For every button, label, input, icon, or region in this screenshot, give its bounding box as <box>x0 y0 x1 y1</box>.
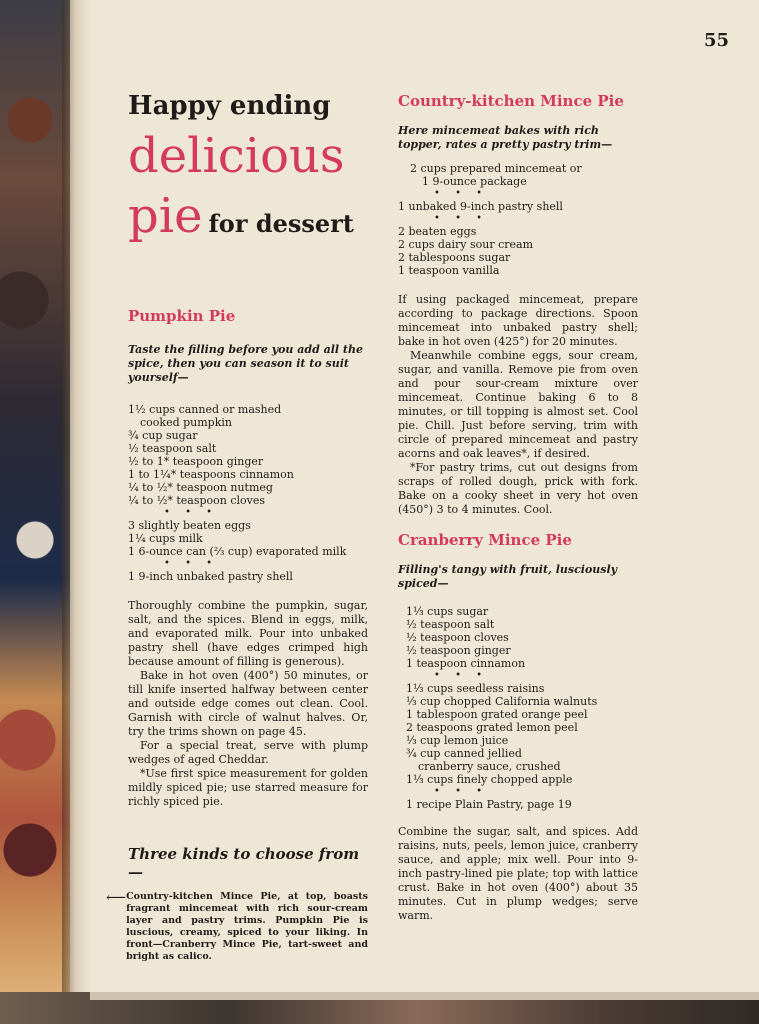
ingredient-line: 1 recipe Plain Pastry, page 19 <box>406 798 572 811</box>
country-paragraph: Meanwhile combine eggs, sour cream, sugar, and vanilla. Remove pie from oven and pour sour-cream mixture over mincemeat. Continue baking 6 to 8 minutes, or till topping is almost set. Cool pie. Chill. Just before serving, trim with circle of prepared mincemeat and pastry acorns and oak leaves*, if desired. <box>398 349 638 460</box>
ingredient-line: ⅓ cup chopped California walnuts <box>406 695 598 708</box>
headline-delicious: delicious <box>128 128 345 184</box>
ingredient-line: 1 9-ounce package <box>422 175 527 188</box>
pumpkin-pie-title: Pumpkin Pie <box>128 307 236 325</box>
ingredient-line: 1 teaspoon cinnamon <box>406 657 526 670</box>
ingredient-line: 1 6-ounce can (⅔ cup) evaporated milk <box>128 545 347 558</box>
ingredient-line: ⅓ cup lemon juice <box>406 734 509 747</box>
ingredient-line: 1 to 1¼* teaspoons cinnamon <box>128 468 294 481</box>
bottom-photo-strip <box>0 992 759 1024</box>
pumpkin-pie-intro: Taste the filling before you add all the spice, then you can season it to suit yourself— <box>128 343 363 384</box>
ingredient-line: 1¼ cups milk <box>128 532 203 545</box>
pumpkin-paragraph: Thoroughly combine the pumpkin, sugar, salt, and the spices. Blend in eggs, milk, and evaporated milk. Pour into unbaked pastry shell (have edges crimped high because amount of filling is generous). <box>128 599 368 668</box>
ingredient-line: ¾ cup canned jellied <box>406 747 522 760</box>
country-paragraph: If using packaged mincemeat, prepare according to package directions. Spoon mincemeat into unbaked pastry shell; bake in hot oven (425°) for 20 minutes. <box>398 293 638 348</box>
ingredient-line: 1½ cups canned or mashed <box>128 403 282 416</box>
dot-separator: • • • <box>164 507 219 518</box>
dot-separator: • • • <box>434 213 489 224</box>
ingredient-line: 2 cups prepared mincemeat or <box>410 162 582 175</box>
dot-separator: • • • <box>434 188 489 199</box>
left-column <box>106 90 368 963</box>
ingredient-line: ½ teaspoon ginger <box>406 644 511 657</box>
ingredient-line: 2 tablespoons sugar <box>398 251 511 264</box>
ingredient-line: ½ teaspoon salt <box>406 618 495 631</box>
page-number: 55 <box>703 30 729 51</box>
cranberry-mince-pie-title: Cranberry Mince Pie <box>398 531 572 549</box>
ingredient-line: ¾ cup sugar <box>128 429 198 442</box>
ingredient-line: ½ teaspoon salt <box>128 442 217 455</box>
cranberry-mince-pie-intro: Filling's tangy with fruit, lusciously spiced— <box>398 563 618 590</box>
ingredient-line: cooked pumpkin <box>140 416 232 429</box>
ingredient-line: 2 cups dairy sour cream <box>398 238 534 251</box>
ingredient-line: ½ to 1* teaspoon ginger <box>128 455 264 468</box>
caption-text: Country-kitchen Mince Pie, at top, boasts fragrant mincemeat with rich sour-cream layer and pastry trims. Pumpkin Pie is luscious, creamy, spiced to your liking. In front—Cranberry Mince Pie, tart-sweet and bright as calico. <box>126 891 368 962</box>
page-gutter-shadow <box>62 0 92 1000</box>
country-ingredients-b <box>398 200 638 213</box>
pumpkin-ingredients-c <box>128 570 368 583</box>
headline-happy-ending: Happy ending <box>128 91 331 121</box>
arrow-left-icon: ⟵ <box>106 890 127 906</box>
country-ingredients-c <box>398 225 638 277</box>
ingredient-line: cranberry sauce, crushed <box>418 760 561 773</box>
ingredient-line: 1 teaspoon vanilla <box>398 264 500 277</box>
dot-separator: • • • <box>434 786 489 797</box>
ingredient-line: 3 slightly beaten eggs <box>128 519 251 532</box>
ingredient-line: 1⅓ cups finely chopped apple <box>406 773 573 786</box>
right-column <box>398 92 638 923</box>
ingredient-line: 1⅓ cups seedless raisins <box>406 682 545 695</box>
headline-pie-line <box>128 188 368 255</box>
country-mince-pie-title: Country-kitchen Mince Pie <box>398 92 624 110</box>
ingredient-line: 1 9-inch unbaked pastry shell <box>128 570 293 583</box>
country-ingredients-a <box>398 162 638 188</box>
ingredient-line: 1 unbaked 9-inch pastry shell <box>398 200 563 213</box>
cranberry-ingredients-b <box>398 682 638 786</box>
pumpkin-paragraph: *Use first spice measurement for golden mildly spiced pie; use starred measure for richly spiced pie. <box>128 767 368 808</box>
dot-separator: • • • <box>164 558 219 569</box>
caption-row <box>106 890 368 963</box>
headline-pie: pie <box>128 188 203 244</box>
ingredient-line: ½ teaspoon cloves <box>406 631 509 644</box>
cranberry-ingredients-a <box>398 605 638 670</box>
ingredient-line: ¼ to ½* teaspoon nutmeg <box>128 481 273 494</box>
ingredient-line: 2 beaten eggs <box>398 225 477 238</box>
pumpkin-paragraph: Bake in hot oven (400°) 50 minutes, or till knife inserted halfway between center and outside edge comes out clean. Cool. Garnish with circle of walnut halves. Or, try the trims shown on page 45. <box>128 669 368 738</box>
ingredient-line: 1 tablespoon grated orange peel <box>406 708 588 721</box>
ingredient-line: 1⅓ cups sugar <box>406 605 489 618</box>
country-paragraph: *For pastry trims, cut out designs from scraps of rolled dough, prick with fork. Bake on a cooky sheet in very hot oven (450°) 3 to 4 minutes. Cool. <box>398 461 638 516</box>
country-mince-pie-intro: Here mincemeat bakes with rich topper, rates a pretty pastry trim— <box>398 124 613 151</box>
ingredient-line: 2 teaspoons grated lemon peel <box>406 721 578 734</box>
pie-photo-edge <box>0 0 70 1000</box>
headline-for-dessert: for dessert <box>208 209 354 238</box>
pumpkin-ingredients-a <box>128 403 368 507</box>
pumpkin-ingredients-b <box>128 519 368 558</box>
cranberry-ingredients-c <box>398 798 638 811</box>
cranberry-paragraph: Combine the sugar, salt, and spices. Add raisins, nuts, peels, lemon juice, cranberry sauce, and apple; mix well. Pour into 9-inch pastry-lined pie plate; top with lattice crust. Bake in hot oven (400°) about 35 minutes. Cut in plump wedges; serve warm. <box>398 825 638 922</box>
caption-title: Three kinds to choose from— <box>128 845 360 881</box>
ingredient-line: ¼ to ½* teaspoon cloves <box>128 494 266 507</box>
dot-separator: • • • <box>434 670 489 681</box>
pumpkin-paragraph: For a special treat, serve with plump wedges of aged Cheddar. <box>128 739 368 766</box>
